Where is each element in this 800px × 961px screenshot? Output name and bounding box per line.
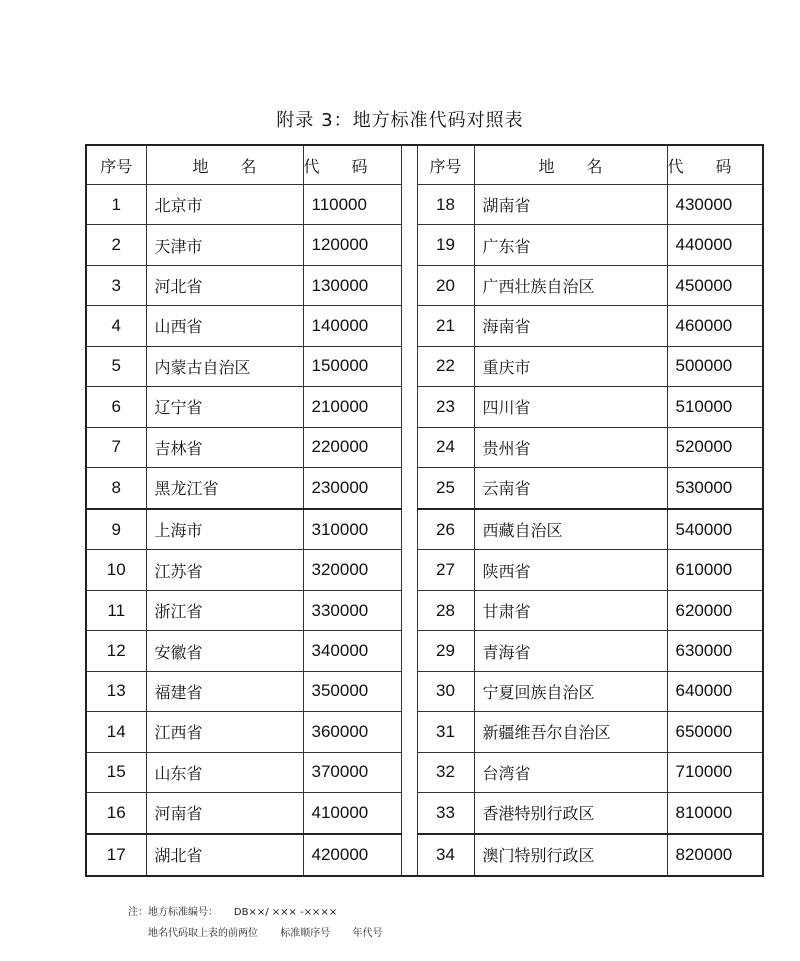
table-row: [86, 467, 763, 508]
row-number: 28: [417, 590, 474, 630]
table-row: [86, 793, 763, 834]
region-code: 220000: [303, 427, 401, 467]
column-gap: [401, 145, 417, 185]
region-code: 810000: [667, 793, 763, 834]
region-code: 430000: [667, 185, 763, 225]
region-name: 台湾省: [474, 752, 667, 792]
region-code: 620000: [667, 590, 763, 630]
region-name: 甘肃省: [474, 590, 667, 630]
table-row: [86, 550, 763, 590]
table-row: [86, 427, 763, 467]
column-gap: [401, 265, 417, 305]
row-number: 14: [86, 712, 146, 752]
region-name: 内蒙古自治区: [146, 346, 303, 386]
region-name: 浙江省: [146, 590, 303, 630]
table-row: [86, 752, 763, 792]
row-number: 34: [417, 834, 474, 876]
row-number: 26: [417, 509, 474, 550]
region-code: 120000: [303, 225, 401, 265]
header-name-right: 地 名: [474, 145, 667, 185]
region-code: 520000: [667, 427, 763, 467]
region-name: 吉林省: [146, 427, 303, 467]
row-number: 4: [86, 306, 146, 346]
row-number: 10: [86, 550, 146, 590]
region-name: 陕西省: [474, 550, 667, 590]
column-gap: [401, 306, 417, 346]
table-row: [86, 306, 763, 346]
page-title: 附录 3：地方标准代码对照表: [276, 110, 524, 131]
table-row: [86, 590, 763, 630]
header-no-left: 序号: [86, 145, 146, 185]
column-gap: [401, 225, 417, 265]
region-code: 640000: [667, 671, 763, 711]
region-code-table: [85, 144, 764, 877]
region-name: 海南省: [474, 306, 667, 346]
row-number: 23: [417, 387, 474, 427]
table-row: [86, 712, 763, 752]
row-number: 19: [417, 225, 474, 265]
region-code: 110000: [303, 185, 401, 225]
column-gap: [401, 590, 417, 630]
region-code: 820000: [667, 834, 763, 876]
row-number: 30: [417, 671, 474, 711]
column-gap: [401, 509, 417, 550]
region-name: 江苏省: [146, 550, 303, 590]
header-code-right: 代 码: [667, 145, 763, 185]
region-name: 山西省: [146, 306, 303, 346]
row-number: 22: [417, 346, 474, 386]
region-name: 福建省: [146, 671, 303, 711]
region-code: 340000: [303, 631, 401, 671]
region-name: 广东省: [474, 225, 667, 265]
column-gap: [401, 550, 417, 590]
table-body: [86, 185, 763, 877]
column-gap: [401, 834, 417, 876]
row-number: 9: [86, 509, 146, 550]
region-code: 310000: [303, 509, 401, 550]
row-number: 2: [86, 225, 146, 265]
region-name: 北京市: [146, 185, 303, 225]
region-code: 540000: [667, 509, 763, 550]
region-name: 江西省: [146, 712, 303, 752]
region-code: 230000: [303, 467, 401, 508]
row-number: 17: [86, 834, 146, 876]
row-number: 25: [417, 467, 474, 508]
region-code: 140000: [303, 306, 401, 346]
region-code: 510000: [667, 387, 763, 427]
region-code: 630000: [667, 631, 763, 671]
region-name: 辽宁省: [146, 387, 303, 427]
region-code: 440000: [667, 225, 763, 265]
region-name: 贵州省: [474, 427, 667, 467]
region-name: 云南省: [474, 467, 667, 508]
column-gap: [401, 185, 417, 225]
region-name: 香港特别行政区: [474, 793, 667, 834]
row-number: 21: [417, 306, 474, 346]
region-name: 重庆市: [474, 346, 667, 386]
row-number: 7: [86, 427, 146, 467]
region-code: 360000: [303, 712, 401, 752]
row-number: 6: [86, 387, 146, 427]
table-row: [86, 509, 763, 550]
row-number: 5: [86, 346, 146, 386]
table-row: [86, 265, 763, 305]
table-row: [86, 185, 763, 225]
region-name: 河北省: [146, 265, 303, 305]
row-number: 31: [417, 712, 474, 752]
region-name: 澳门特别行政区: [474, 834, 667, 876]
region-code: 710000: [667, 752, 763, 792]
region-name: 上海市: [146, 509, 303, 550]
column-gap: [401, 752, 417, 792]
region-code: 210000: [303, 387, 401, 427]
header-row: [86, 145, 763, 185]
row-number: 18: [417, 185, 474, 225]
region-code: 460000: [667, 306, 763, 346]
row-number: 8: [86, 467, 146, 508]
column-gap: [401, 346, 417, 386]
column-gap: [401, 387, 417, 427]
region-name: 安徽省: [146, 631, 303, 671]
table-row: [86, 346, 763, 386]
footnote-line-2: 地名代码取上表的前两位 标准顺序号 年代号: [148, 928, 383, 939]
region-name: 天津市: [146, 225, 303, 265]
row-number: 29: [417, 631, 474, 671]
row-number: 11: [86, 590, 146, 630]
row-number: 13: [86, 671, 146, 711]
header-name-left: 地 名: [146, 145, 303, 185]
region-code: 410000: [303, 793, 401, 834]
row-number: 33: [417, 793, 474, 834]
region-name: 新疆维吾尔自治区: [474, 712, 667, 752]
region-name: 青海省: [474, 631, 667, 671]
region-name: 宁夏回族自治区: [474, 671, 667, 711]
header-no-right: 序号: [417, 145, 474, 185]
row-number: 27: [417, 550, 474, 590]
region-code: 370000: [303, 752, 401, 792]
row-number: 16: [86, 793, 146, 834]
footnote-line-1: 注：地方标准编号： DB××/ ××× -××××: [128, 907, 338, 918]
row-number: 3: [86, 265, 146, 305]
row-number: 15: [86, 752, 146, 792]
column-gap: [401, 631, 417, 671]
row-number: 20: [417, 265, 474, 305]
region-name: 湖北省: [146, 834, 303, 876]
region-code: 130000: [303, 265, 401, 305]
region-code: 420000: [303, 834, 401, 876]
column-gap: [401, 427, 417, 467]
region-name: 山东省: [146, 752, 303, 792]
region-name: 黑龙江省: [146, 467, 303, 508]
region-code: 150000: [303, 346, 401, 386]
row-number: 12: [86, 631, 146, 671]
column-gap: [401, 793, 417, 834]
region-code: 330000: [303, 590, 401, 630]
row-number: 24: [417, 427, 474, 467]
table-row: [86, 225, 763, 265]
column-gap: [401, 467, 417, 508]
header-code-left: 代 码: [303, 145, 401, 185]
region-code: 350000: [303, 671, 401, 711]
table-row: [86, 387, 763, 427]
table-row: [86, 671, 763, 711]
region-code: 610000: [667, 550, 763, 590]
region-name: 四川省: [474, 387, 667, 427]
region-name: 湖南省: [474, 185, 667, 225]
region-code: 450000: [667, 265, 763, 305]
row-number: 1: [86, 185, 146, 225]
column-gap: [401, 671, 417, 711]
column-gap: [401, 712, 417, 752]
row-number: 32: [417, 752, 474, 792]
region-name: 河南省: [146, 793, 303, 834]
region-name: 西藏自治区: [474, 509, 667, 550]
region-code: 500000: [667, 346, 763, 386]
region-code: 530000: [667, 467, 763, 508]
region-code: 650000: [667, 712, 763, 752]
region-name: 广西壮族自治区: [474, 265, 667, 305]
table-row: [86, 631, 763, 671]
table-row: [86, 834, 763, 876]
region-code: 320000: [303, 550, 401, 590]
